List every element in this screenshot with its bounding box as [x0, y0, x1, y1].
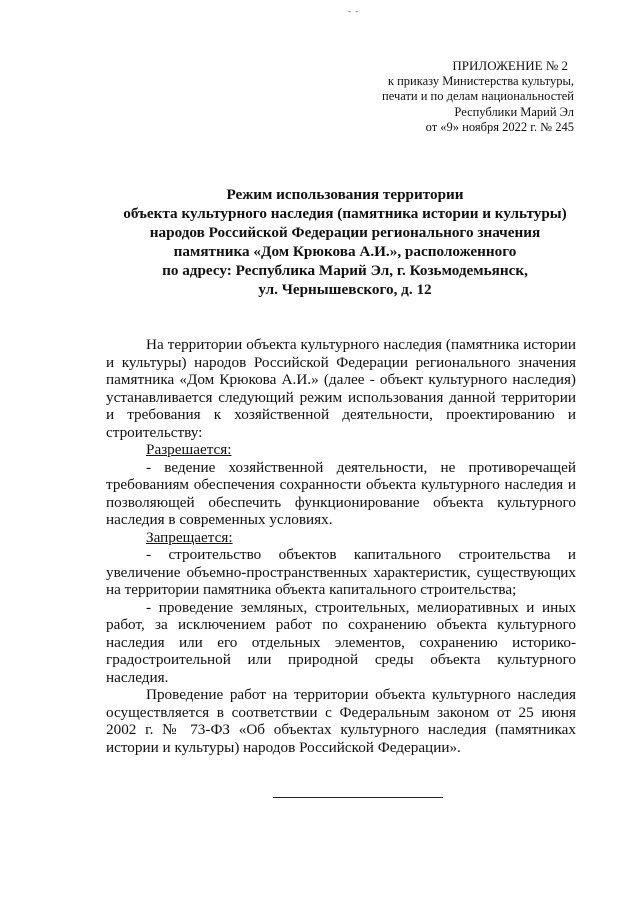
allowed-item: - ведение хозяйственной деятельности, не противоречащей требованиям обеспечения сохранности объекта культурного наследия и позволяющей обеспечить функционирование объекта культурного наследия в современных условиях.	[106, 458, 576, 528]
forbidden-heading: Запрещается:	[146, 528, 233, 546]
document-body	[106, 336, 576, 756]
appendix-heading: ПРИЛОЖЕНИЕ № 2	[452, 58, 568, 73]
closing-paragraph: Проведение работ на территории объекта культурного наследия осуществляется в соответствии с Федеральным законом от 25 июня 2002 г. № 73-ФЗ «Об объектах культурного наследия (памятниках истории и культуры) народов Российской Федерации».	[106, 686, 576, 756]
appendix-line: Республики Марий Эл	[454, 104, 574, 119]
scan-mark: - -	[348, 6, 360, 16]
title-line: по адресу: Республика Марий Эл, г. Козьмодемьянск,	[162, 262, 528, 279]
title-line: объекта культурного наследия (памятника истории и культуры)	[123, 205, 567, 222]
appendix-line: печати и по делам национальностей	[382, 89, 574, 104]
appendix-line: от «9» ноября 2022 г. № 245	[425, 120, 574, 135]
title-line: Режим использования территории	[226, 186, 464, 203]
allowed-heading: Разрешается:	[146, 441, 232, 458]
appendix-block	[360, 58, 574, 136]
title-line: ул. Чернышевского, д. 12	[258, 281, 432, 298]
title-line: народов Российской Федерации регионального значения	[149, 224, 541, 241]
intro-paragraph: На территории объекта культурного наследия (памятника истории и культуры) народов Российской Федерации регионального значения памятника «Дом Крюкова А.И.» (далее - объект культурного наследия) устанавливается следующий режим использования данной территории и требования к хозяйственной деятельности, проектированию и строительству:	[106, 336, 576, 441]
closing-separator-line	[273, 797, 443, 798]
forbidden-item: - проведение земляных, строительных, мелиоративных и иных работ, за исключением работ по сохранению объекта культурного наследия или его отдельных элементов, сохранению историко-градостроительной или природной среды объекта культурного наследия.	[106, 598, 576, 686]
title-line: памятника «Дом Крюкова А.И.», расположенного	[173, 243, 517, 260]
forbidden-item: - строительство объектов капитального строительства и увеличение объемно-пространственных характеристик, существующих на территории памятника объекта капитального строительства;	[106, 546, 576, 598]
document-title	[90, 185, 600, 299]
appendix-line: к приказу Министерства культуры,	[387, 73, 574, 88]
